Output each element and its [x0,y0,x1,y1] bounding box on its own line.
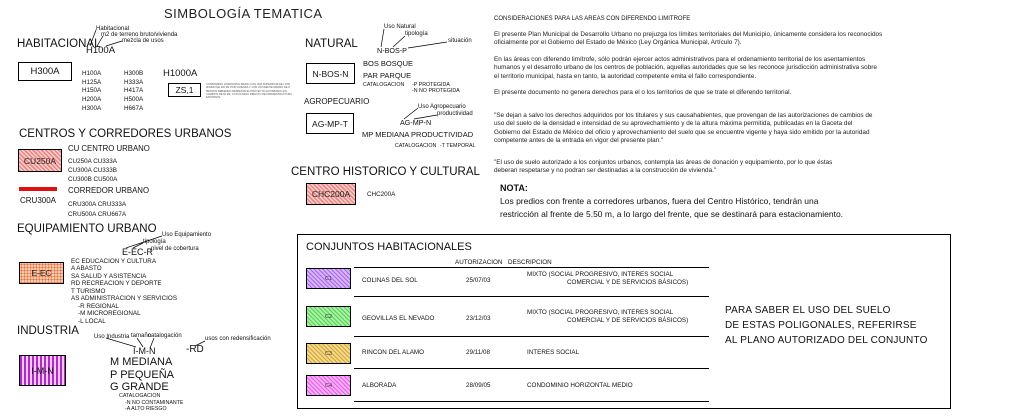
eq-item: EC EDUCACION Y CULTURA [71,258,157,265]
hab-col2-item: H667A [124,104,144,112]
conjunto-desc: CONDOMINIO HORIZONTAL MEDIO [527,382,633,389]
consid-title: CONSIDERACIONES PARA LAS AREAS CON DIFERENDO LIMITROFE [494,16,691,22]
zs-note: CONDOMINIO HORIZONTAL MEDIO CON UNA SUPERFICIE DE LOTE MINIMO DE 200 M2 POR VIVIENDA Y CON UN FRENTE MINIMO DE 8 METROS DEBIENDO RESPETAR EL PROYECTO AUTORIZADO EN CAMINOS DE 50 M2, CON ACCESO DIRECTO DE INFRAESTRUCTURA EXISTENTE [206,83,292,100]
conjunto-date: 23/12/03 [466,315,491,322]
ind-box-code: I-M-N [31,365,54,376]
ind-ann-1: Uso Industria [94,334,130,340]
chc-code: CHC200A [367,191,396,198]
ind-sizes [110,356,174,394]
conjunto-code: C4 [324,382,333,389]
hab-big-code: H1000A [163,68,198,79]
ind-size: P PEQUEÑA [110,368,174,381]
consid-line: El presente Plan Municipal de Desarrollo Urbano no prejuzga los límites territoriales del Municipio, únicamente considera los reconocidos [494,31,883,38]
row-line [354,267,709,268]
eq-box-code: E-EC [31,268,52,278]
agro-cat-label: CATALOGACION [395,143,437,149]
conjunto-swatch [306,268,351,289]
conjuntos-note-line: PARA SABER EL USO DEL SUELO [725,305,891,316]
consid-p3: El presente documento no genera derechos para el o los territorios de que se trate el diferendo territorial. [494,89,792,96]
eq-ann-3: nivel de cobertura [151,246,199,252]
consid-line: "El uso de suelo autorizado a los conjuntos urbanos, contempla las áreas de donación y equipamiento, por lo que éstas [494,159,833,166]
nat-items [363,58,413,81]
nat-cat-label: CATALOGACION [363,82,405,88]
hab-col1-item: H300A [82,104,102,112]
conjunto-code: C2 [324,313,333,320]
col-autorizacion: AUTORIZACION [455,259,503,266]
cru-codes [68,200,126,220]
hab-sample-code: H100A [86,45,116,56]
agro-box-code: AG-MP-T [312,118,348,129]
eq-items [71,258,177,302]
conjunto-desc: MIXTO (SOCIAL PROGRESIVO, INTERES SOCIAL [527,309,674,316]
conjunto-code: C1 [324,275,333,282]
hab-col1-item: H125A [82,78,102,86]
nota-body [500,195,843,221]
consid-line: Gobierno del Estado de México del oficio y aprovechamiento del suelo que se encuentre vigente y haya sido emitido por la autoridad [494,128,870,136]
conjuntos-note-line: DE ESTAS POLIGONALES, REFERIRSE [725,320,917,331]
hab-col1-item: H200A [82,96,102,104]
eq-legend-box [19,262,64,284]
ind-cat-item: -A ALTO RIESGO [125,406,167,412]
ind-ann-4: usos con redensificación [205,336,271,342]
conjunto-code: C3 [324,350,333,357]
consid-line: oficialmente por el Gobierno del Estado de México (Ley Orgánica Municipal, Artículo 7). [494,39,742,47]
hab-col2-item: H300B [124,70,144,77]
chc-header: CENTRO HISTORICO Y CULTURAL [291,166,480,178]
nat-cat-items [412,82,460,94]
ind-cat-items [125,400,183,412]
centros-header: CENTROS Y CORREDORES URBANOS [19,128,232,140]
agro-ann-1: Uso Agropecuario [418,104,466,110]
consid-p4 [494,112,872,145]
consid-line: uso del suelo de la densidad e intensidad de su aprovechamiento y de la altura máxima permitida, publicadas en la Gaceta del [494,120,853,128]
eq-sample-code: E-EC-R [122,247,153,257]
nat-cat-item: -P PROTEGIDA [412,82,450,88]
corredor-red-line [19,187,57,191]
row-line [354,368,709,369]
hab-col1-item: H150A [82,87,102,95]
agro-header: AGROPECUARIO [304,97,370,106]
conjunto-swatch [306,375,351,396]
hab-col1-item: H100A [82,70,102,77]
eq-ann-1: Uso Equipamiento [162,232,212,238]
cu-code-row: CU250A CU333A [68,158,118,165]
hab-col2 [124,70,143,114]
nat-ann-1: Uso Natural [384,24,416,30]
consid-line: humanos y el desarrollo urbano de los centros de población, aquellas autoridades que se les reconoce jurisdicción administrativa sobre [494,64,877,72]
chc-box-code: CHC200A [311,189,351,199]
hab-box-code: H300A [30,66,60,77]
eq-item: SA SALUD Y ASISTENCIA [71,272,147,280]
ind-ann-2: tamaño [131,333,152,339]
cru-code-row: CRU500A CRU667A [68,211,127,218]
consid-line: deberan respetarse y no podran ser destinadas a la construcción de vivienda." [494,167,717,175]
nat-box-code: N-BOS-N [312,68,349,79]
nat-cat-item: -N NO PROTEGIDA [412,88,460,94]
consid-line: competente antes de la entrada en vigor del presente plan." [494,136,664,144]
hab-col1 [82,70,101,114]
eq-level: -L LOCAL [78,317,106,325]
eq-item: AS ADMINISTRACION Y SERVICIOS [71,295,178,303]
consid-p1 [494,31,882,48]
corredor-label: CORREDOR URBANO [68,186,150,195]
ind-ann-3: catalogación [148,333,182,339]
hab-ann-1: Habitacional [96,26,130,32]
eq-item: A ABASTO [71,265,102,273]
hab-legend-box [18,62,72,81]
conjunto-desc: MIXTO (SOCIAL PROGRESIVO, INTERES SOCIAL [527,271,674,278]
hab-ann-2: m2 de terreno bruto/vivienda [101,32,178,38]
consid-line: el territorio municipal, hasta en tanto, la autoridad competente emita el fallo correspondiente. [494,72,757,80]
nota-line: restricción al frente de 5.50 m, a lo largo del frente, que se destinará para estacionamiento. [500,209,844,219]
conjuntos-note [725,303,928,348]
eq-level: -M MICROREGIONAL [78,310,141,318]
cu-code-row: CU300A CU333B [68,167,118,175]
cu-box-code: CU250A [23,155,57,166]
ind-sample-code: I-M-N [133,346,156,356]
consid-line: "Se dejan a salvo los derechos adquiridos por los titulares y sus causahabientes, que provengan de las autorizaciones de cambios de [494,112,873,119]
conjunto-date: 25/07/03 [466,277,491,284]
eq-item: T TURISMO [71,287,106,295]
cu-label: CU CENTRO URBANO [68,144,150,153]
chc-legend-box [306,183,356,205]
nat-ann-3: situación [448,38,472,44]
conjunto-name: RINCON DEL ALAMO [362,349,425,356]
cru-code-row: CRU300A CRU333A [68,201,127,208]
conjunto-date: 28/09/05 [466,382,491,389]
eq-ann-2: tipología [143,239,166,245]
ind-cat-item: -N NO CONTAMINANTE [125,400,184,406]
ind-sample-suffix: -RD [186,344,204,355]
agro-sample-code: AG-MP-N [400,118,432,127]
conjunto-swatch [306,343,351,364]
conjuntos-note-line: AL PLANO AUTORIZADO DEL CONJUNTO [725,335,928,346]
conjuntos-title: CONJUNTOS HABITACIONALES [306,241,472,253]
page-title: SIMBOLOGÍA TEMATICA [164,6,323,21]
ind-legend-box [19,355,66,386]
eq-item: RD RECREACION Y DEPORTE [71,280,162,288]
ind-cat-label: CATALOGACION [119,393,161,399]
col-descripcion: DESCRIPCION [508,259,552,266]
row-line [354,296,709,297]
zs-label: ZS,1 [175,85,194,95]
nat-ann-2: tipología [405,31,428,37]
conjunto-desc-2: COMERCIAL Y DE SERVICIOS BÁSICOS) [567,317,689,324]
conjunto-name: GEOVILLAS EL NEVADO [362,315,435,322]
conjunto-name: ALBORADA [362,382,397,389]
consid-line: En las áreas con diferendo limítrofe, sólo podrán ejercer actos administrativos para el ordenamiento territorial de los asentamientos [494,56,866,63]
agro-legend-box [306,113,354,134]
zs-box [168,83,201,97]
conjunto-desc-2: COMERCIAL Y DE SERVICIOS BÁSICOS) [567,279,689,286]
cu-code-row: CU300B CU500A [68,176,118,184]
cu-codes [68,157,117,185]
consid-p5 [494,159,832,176]
hab-ann-3: mezcla de usos [122,38,164,44]
nat-sample-code: N-BOS-P [377,46,407,55]
ind-size: G GRANDE [110,381,169,393]
nota-title: NOTA: [500,183,528,193]
nat-item: PAR PARQUE [363,70,412,80]
hab-col2-item: H333A [124,78,144,86]
ind-size: M MEDIANA [110,356,173,368]
hab-col2-item: H417A [124,87,144,95]
nota-line: Los predios con frente a corredores urbanos, fuera del Centro Histórico, tendrán una [500,196,819,206]
natural-header: NATURAL [305,38,358,50]
conjunto-swatch [306,306,351,327]
conjunto-name: COLINAS DEL SOL [362,277,418,284]
conjunto-desc: INTERES SOCIAL [527,349,580,356]
row-line [354,336,709,337]
cru-code: CRU300A [20,196,57,205]
conjunto-date: 29/11/08 [466,349,491,356]
hab-col2-item: H500A [124,96,144,104]
eq-levels [78,303,141,325]
nat-legend-box [306,63,355,84]
nat-item: BOS BOSQUE [363,59,414,68]
row-line [354,401,709,402]
eq-level: -R REGIONAL [78,303,119,310]
agro-ann-2: productividad [437,111,473,117]
habitacional-header: HABITACIONAL [17,38,101,50]
equipamiento-header: EQUIPAMIENTO URBANO [17,223,157,235]
cu-legend-box [18,149,62,172]
consid-p2 [494,56,877,81]
agro-cat-item: -T TEMPORAL [440,143,476,149]
industria-header: INDUSTRIA [17,325,79,337]
agro-item: MP MEDIANA PRODUCTIVIDAD [362,130,474,139]
